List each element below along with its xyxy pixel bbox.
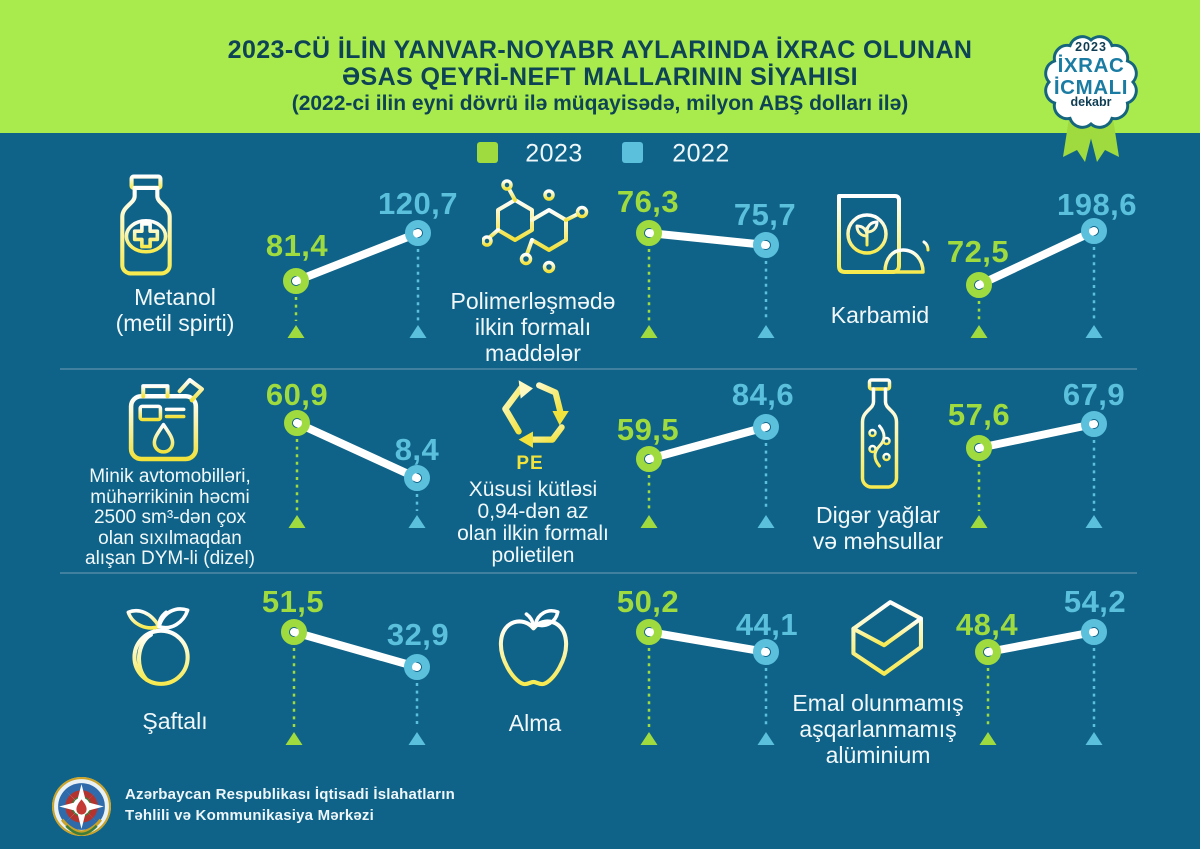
pe-icon-label: PE: [516, 453, 544, 474]
value-2022: 84,6: [731, 377, 795, 412]
item-name-line: olan sıxılmaqdan: [98, 527, 242, 549]
badge-title-line2: İCMALI: [1053, 76, 1129, 99]
item-name-line: Metanol: [134, 284, 216, 310]
page-title-line3: (2022-ci ilin eyni dövrü ilə müqayisədə, milyon ABŞ dolları ilə): [291, 92, 909, 115]
item-name-saftali: [142, 708, 207, 734]
item-name-line: Alma: [508, 710, 562, 736]
value-2023: 50,2: [616, 584, 680, 619]
item-name-line: Polimerləşmədə: [450, 288, 616, 314]
badge-year: 2023: [1075, 40, 1107, 54]
item-name-polimer: [451, 288, 616, 366]
item-name-line: polietilen: [491, 544, 575, 567]
azerbaijan-emblem-icon: [50, 775, 113, 838]
item-name-line: maddələr: [485, 340, 581, 366]
item-name-line: Emal olunmamış: [792, 690, 964, 716]
value-2023: 51,5: [261, 584, 325, 619]
recycle-pe-icon: [492, 378, 576, 448]
legend-label-2023: 2023: [525, 139, 583, 168]
item-name-line: 0,94-dən az: [477, 500, 589, 523]
item-name-line: 2500 sm³-dən çox: [93, 507, 247, 528]
value-2023: 76,3: [616, 184, 680, 219]
value-2022: 75,7: [733, 197, 797, 232]
item-name-line: (metil spirti): [115, 310, 235, 336]
item-name-yaglar: [813, 502, 943, 554]
badge-subtitle: dekabr: [1070, 95, 1112, 109]
fertilizer-bag-icon: [822, 186, 932, 286]
value-2023: 81,4: [265, 228, 329, 263]
peach-icon: [120, 600, 198, 690]
item-name-line: Karbamid: [830, 302, 930, 328]
footer-org-line1: Azərbaycan Respublikası İqtisadi İslahatların: [125, 786, 455, 803]
item-name-dizel: [85, 467, 255, 570]
item-name-polietilen: [457, 479, 609, 567]
value-2022: 198,6: [1056, 187, 1138, 222]
item-name-line: Minik avtomobilləri,: [89, 466, 251, 487]
item-name-line: alışan DYM-li (dizel): [85, 548, 255, 569]
value-2023: 48,4: [955, 607, 1019, 642]
slope-chart-polimer: [640, 224, 775, 338]
value-2022: 67,9: [1062, 377, 1126, 412]
item-name-line: Şaftalı: [142, 708, 208, 734]
badge-title-line1: İXRAC: [1057, 54, 1125, 77]
value-2023: 57,6: [947, 397, 1011, 432]
legend-label-2022: 2022: [672, 139, 730, 168]
item-name-line: olan ilkin formalı: [457, 522, 609, 545]
item-name-line: Digər yağlar: [815, 502, 940, 528]
page-title-line1: 2023-CÜ İLİN YANVAR-NOYABR AYLARINDA İXRAC OLUNAN: [227, 36, 973, 64]
value-2022: 8,4: [394, 432, 440, 467]
medicine-bottle-icon: [112, 174, 180, 278]
value-2023: 59,5: [616, 412, 680, 447]
item-name-line: ilkin formalı: [474, 314, 592, 340]
value-2022: 54,2: [1063, 584, 1127, 619]
item-name-line: Xüsusi kütləsi: [468, 478, 598, 501]
item-name-line: alüminium: [825, 742, 931, 768]
value-2022: 32,9: [386, 617, 450, 652]
item-name-metanol: [116, 284, 235, 336]
item-name-alma: [509, 710, 561, 736]
item-name-karbamid: [831, 302, 929, 328]
oil-bottle-icon: [856, 378, 903, 491]
value-2022: 44,1: [735, 607, 799, 642]
fuel-canister-icon: [122, 376, 210, 462]
item-name-aluminium: [792, 690, 963, 768]
footer-org-line2: Təhlili və Kommunikasiya Mərkəzi: [125, 807, 374, 824]
apple-icon: [497, 606, 570, 689]
aluminium-ingot-icon: [835, 596, 923, 680]
footer-organization: [125, 784, 455, 826]
value-2022: 120,7: [377, 186, 459, 221]
item-name-line: və məhsullar: [812, 528, 944, 554]
item-name-line: mühərrikinin həcmi: [90, 486, 250, 508]
polymer-molecule-icon: [482, 178, 594, 278]
value-2023: 60,9: [265, 377, 329, 412]
item-name-line: aşqarlanmamış: [799, 716, 957, 742]
value-2023: 72,5: [946, 234, 1010, 269]
page-title-line2: ƏSAS QEYRİ-NEFT MALLARININ SİYAHISI: [342, 63, 858, 91]
